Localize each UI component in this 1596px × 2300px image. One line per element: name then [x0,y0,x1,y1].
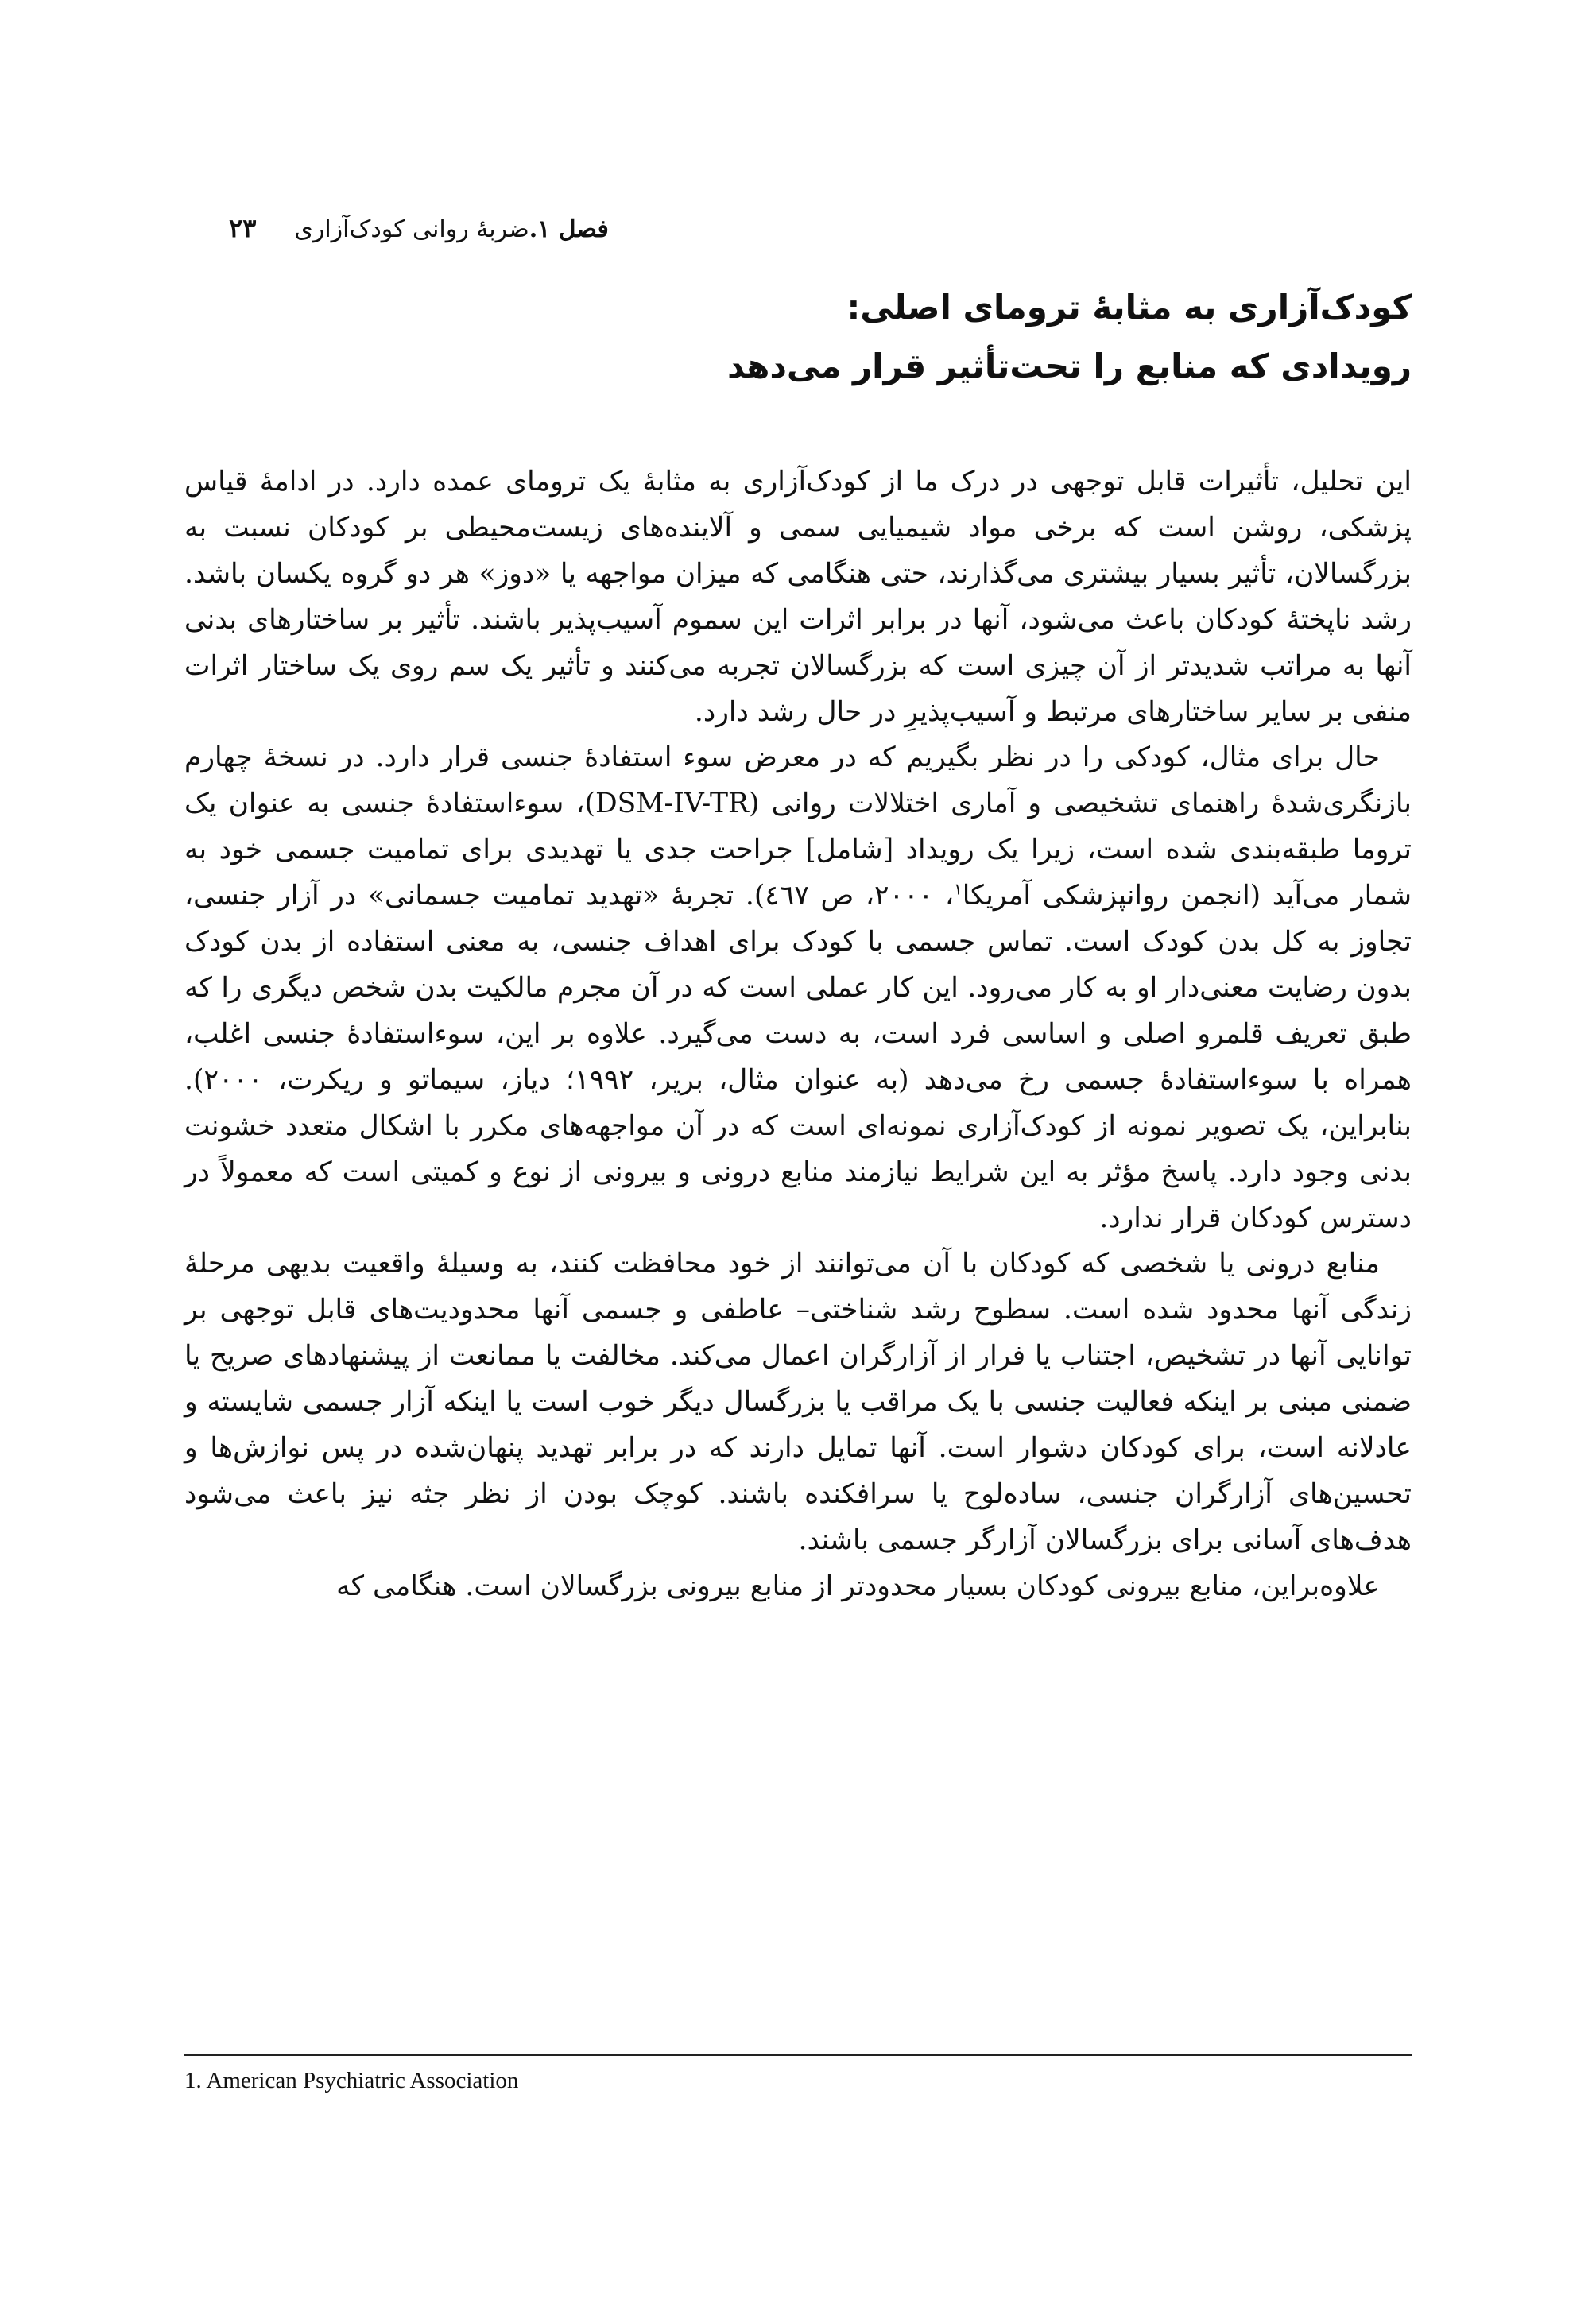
paragraph-2-part-1: حال برای مثال، کودکی را در نظر بگیریم که در معرض سوء استفادۀ جنسی قرار دارد. در نسخۀ چهارم بازنگری‌شدۀ راهنمای تشخیصی و آماری اختلالات روانی (DSM-IV-TR)، سوءاستفادۀ جنسی به عنوان یک تروما طبقه‌بندی شده است، زیرا یک رویداد [شامل] جراحت جدی یا تهدیدی برای تمامیت جسمی خود به شمار می‌آید (انجمن روانپزشکی آمریکا [184,741,1412,912]
section-heading [184,278,1412,396]
chapter-title: ضربۀ روانی کودک‌آزاری [294,215,529,243]
running-head [199,213,1397,253]
paragraph-4: علاوه‌براین، منابع بیرونی کودکان بسیار محدودتر از منابع بیرونی بزرگسالان است. هنگامی که [336,1570,1380,1602]
footnote: 1. American Psychiatric Association [184,2068,519,2093]
footnote-marker: ۱ [953,879,963,899]
body-text [184,459,1412,1610]
paragraph-3: منابع درونی یا شخصی که کودکان با آن می‌توانند از خود محافظت کنند، به وسیلۀ واقعیت بدیهی مرحلۀ زندگی آنها محدود شده است. سطوح رشد شناختی– عاطفی و جسمی آنها محدودیت‌های قابل توجهی بر توانایی آنها در تشخیص، اجتناب یا فرار از آزارگران اعمال می‌کند. مخالفت یا ممانعت از پیشنهادهای صریح یا ضمنی مبنی بر اینکه فعالیت جنسی با یک مراقب یا بزرگسال دیگر خوب است یا اینکه آزار جسمی شایسته و عادلانه است، برای کودکان دشوار است. آنها تمایل دارند که در برابر تهدید پنهان‌شده در پس نوازش‌ها و تحسین‌های آزارگران جنسی، ساده‌لوح یا سرافکنده باشند. کوچک بودن از نظر جثه نیز باعث می‌شود هدف‌های آسانی برای بزرگسالان آزارگر جسمی باشند. [184,1248,1412,1556]
chapter-label: فصل ۱. [529,215,609,243]
paragraph-2 [184,735,1412,1241]
paragraph-1: این تحلیل، تأثیرات قابل توجهی در درک ما از کودک‌آزاری به مثابۀ یک ترومای عمده دارد. در ادامۀ قیاس پزشکی، روشن است که برخی مواد شیمیایی سمی و آلاینده‌های زیست‌محیطی بر کودکان نسبت به بزرگسالان، تأثیر بسیار بیشتری می‌گذارند، حتی هنگامی که میزان مواجهه یا «دوز» هر دو گروه یکسان باشد. رشد ناپختۀ کودکان باعث می‌شود، آنها در برابر اثرات این سموم آسیب‌پذیر باشند. تأثیر بر ساختارهای بدنی آنها به مراتب شدیدتر از آن چیزی است که بزرگسالان تجربه می‌کنند و تأثیر یک سم روی یک ساختار اثرات منفی بر سایر ساختارهای مرتبط و آسیب‌پذیرِ در حال رشد دارد. [184,466,1412,728]
footnote-divider [184,2054,1412,2056]
paragraph-2-part-2: ، ۲۰۰۰، ص ٤٦٧). تجربۀ «تهدید تمامیت جسمانی» در آزار جنسی، تجاوز به کل بدن کودک است. تماس جسمی با کودک برای اهداف جنسی، به معنی استفاده از بدن کودک بدون رضایت معنی‌دار او به کار می‌رود. این کار عملی است که در آن مجرم مالکیت بدن شخص دیگری را که طبق تعریف قلمرو اصلی و اساسی فرد است، به دست می‌گیرد. علاوه بر این، سوءاستفادۀ جنسی اغلب، همراه با سوءاستفادۀ جسمی رخ می‌دهد (به عنوان مثال، بریر، ۱۹۹۲؛ دیاز، سیماتو و ریکرت، ۲۰۰۰). بنابراین، یک تصویر نمونه از کودک‌آزاری نمونه‌ای است که در آن مواجهه‌های مکرر با اشکال متعدد خشونت بدنی وجود دارد. پاسخ مؤثر به این شرایط نیازمند منابع درونی و بیرونی از نوع و کمیتی است که معمولاً در دسترس کودکان قرار ندارد. [184,880,1412,1234]
section-heading-line-1: کودک‌آزاری به مثابۀ ترومای اصلی: [846,288,1412,327]
section-heading-line-2: رویدادی که منابع را تحت‌تأثیر قرار می‌دهد [726,347,1412,385]
page-number: ۲۳ [229,213,257,243]
